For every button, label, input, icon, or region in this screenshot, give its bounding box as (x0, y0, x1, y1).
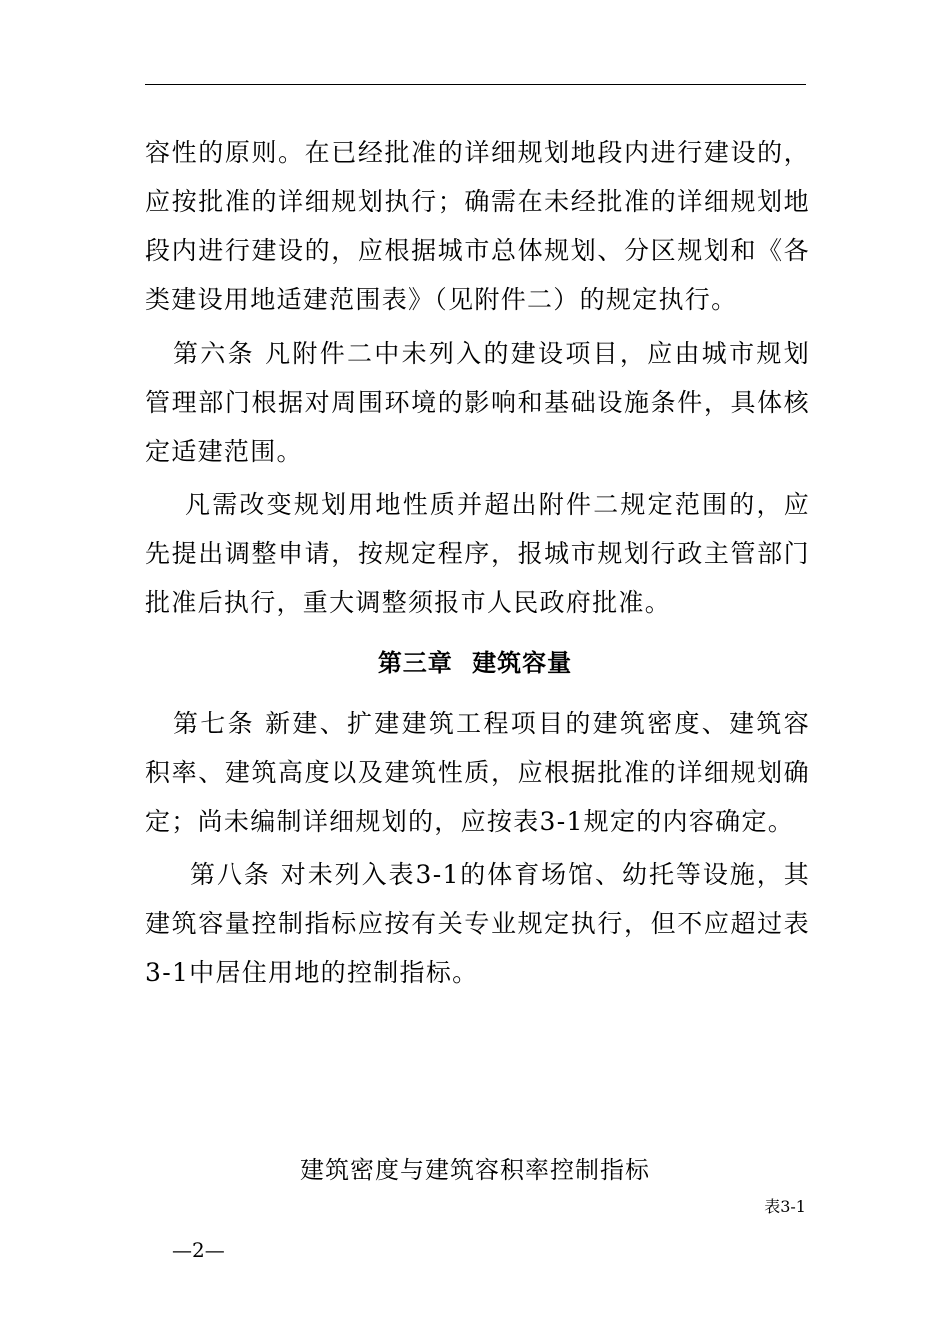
table-title: 建筑密度与建筑容积率控制指标 (300, 1156, 650, 1184)
paragraph-article-8: 第八条 对未列入表3-1的体育场馆、幼托等设施，其建筑容量控制指标应按有关专业规定执行，但不应超过表3-1中居住用地的控制指标。 (145, 860, 810, 987)
paragraph-article-7: 第七条 新建、扩建建筑工程项目的建筑密度、建筑容积率、建筑高度以及建筑性质，应根据批准的详细规划确定；尚未编制详细规划的，应按表3-1规定的内容确定。 (145, 709, 810, 836)
paragraph-continued-principle: 容性的原则。在已经批准的详细规划地段内进行建设的，应按批准的详细规划执行；确需在未经批准的详细规划地段内进行建设的，应根据城市总体规划、分区规划和《各类建设用地适建范围表》（见附件二）的规定执行。 (145, 138, 810, 314)
paragraph-land-use-change: 凡需改变规划用地性质并超出附件二规定范围的，应先提出调整申请，按规定程序，报城市规划行政主管部门批准后执行，重大调整须报市人民政府批准。 (145, 490, 810, 617)
header-rule (145, 84, 806, 85)
table-number: 表3-1 (764, 1197, 806, 1216)
paragraph-article-6: 第六条 凡附件二中未列入的建设项目，应由城市规划管理部门根据对周围环境的影响和基础设施条件，具体核定适建范围。 (145, 339, 810, 466)
chapter-heading: 第三章 建筑容量 (377, 649, 573, 677)
page-number: —2— (172, 1238, 225, 1262)
